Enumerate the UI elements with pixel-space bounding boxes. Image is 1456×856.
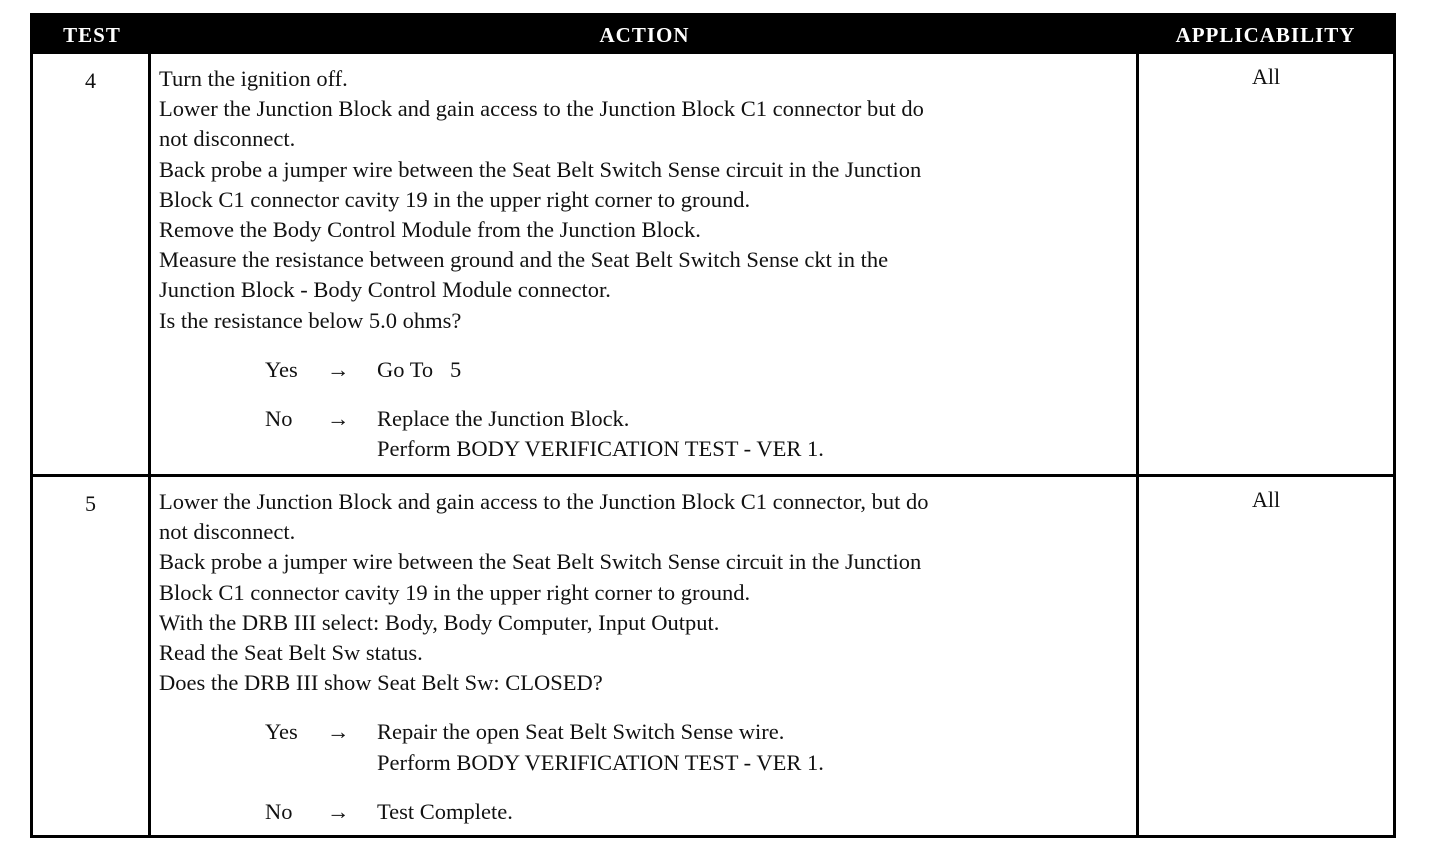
action-line: Back probe a jumper wire between the Seat Belt Switch Sense circuit in the Junction	[159, 549, 922, 575]
action-line: Lower the Junction Block and gain access to the Junction Block C1 connector but do	[159, 96, 924, 122]
result-line: Perform BODY VERIFICATION TEST - VER 1.	[377, 749, 824, 775]
table-row	[33, 474, 1393, 837]
no-outcome	[265, 404, 1128, 464]
result-line: Go To 5	[377, 356, 462, 382]
table-row	[33, 54, 1393, 474]
result-line: Repair the open Seat Belt Switch Sense wire.	[377, 719, 785, 745]
no-label: No	[265, 798, 293, 824]
arrow-right-icon: →	[327, 719, 350, 745]
action-line: not disconnect.	[159, 519, 296, 545]
table-header	[33, 16, 1393, 54]
action-line: Back probe a jumper wire between the Seat Belt Switch Sense circuit in the Junction	[159, 156, 922, 182]
action-line: Block C1 connector cavity 19 in the upper right corner to ground.	[159, 579, 751, 605]
applicability-value: All	[1251, 487, 1281, 512]
test-number: 4	[33, 54, 151, 474]
diagnostic-table	[30, 13, 1396, 838]
yes-outcome	[265, 355, 1128, 385]
header-test: TEST	[63, 22, 121, 47]
action-line: Remove the Body Control Module from the Junction Block.	[159, 217, 701, 243]
result-line: Perform BODY VERIFICATION TEST - VER 1.	[377, 436, 824, 462]
header-action: ACTION	[599, 22, 690, 47]
action-line: Turn the ignition off.	[159, 66, 348, 91]
arrow-right-icon: →	[327, 798, 350, 824]
yes-result	[377, 355, 1128, 385]
action-line: Block C1 connector cavity 19 in the upper right corner to ground.	[159, 186, 751, 212]
action-cell	[151, 54, 1139, 474]
action-line: Junction Block - Body Control Module connector.	[159, 277, 611, 303]
arrow-right-icon: →	[327, 356, 350, 382]
yes-label: Yes	[265, 719, 298, 745]
header-applicability: APPLICABILITY	[1175, 22, 1356, 47]
yes-label: Yes	[265, 356, 298, 382]
no-result	[377, 404, 1128, 464]
action-line: Lower the Junction Block and gain access to the Junction Block C1 connector, but do	[159, 489, 929, 514]
no-outcome	[265, 797, 1128, 827]
action-line: Measure the resistance between ground and the Seat Belt Switch Sense ckt in the	[159, 247, 889, 273]
action-line: Does the DRB III show Seat Belt Sw: CLOSED?	[159, 670, 603, 696]
action-cell	[151, 477, 1139, 837]
applicability-value: All	[1251, 64, 1281, 89]
no-result	[377, 797, 1128, 827]
no-label: No	[265, 406, 293, 432]
result-line: Test Complete.	[377, 798, 513, 824]
yes-outcome	[265, 717, 1128, 777]
yes-result	[377, 717, 1128, 777]
action-line: With the DRB III select: Body, Body Computer, Input Output.	[159, 609, 720, 635]
action-line: Is the resistance below 5.0 ohms?	[159, 307, 462, 333]
result-line: Replace the Junction Block.	[377, 406, 630, 432]
arrow-right-icon: →	[327, 406, 350, 432]
action-line: Read the Seat Belt Sw status.	[159, 640, 423, 666]
test-number: 5	[33, 477, 151, 837]
action-line: not disconnect.	[159, 126, 296, 152]
